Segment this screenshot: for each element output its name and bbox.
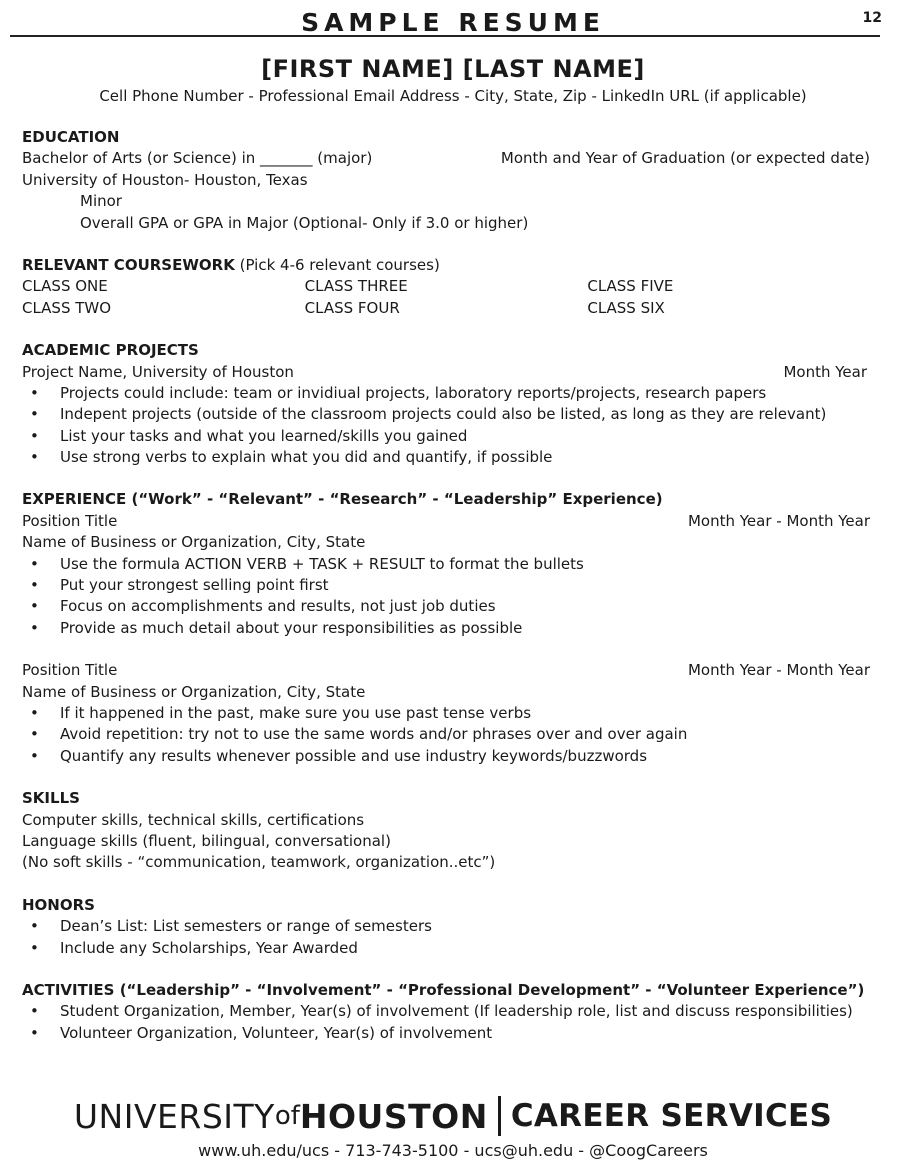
bullet-text: Student Organization, Member, Year(s) of involvement (If leadership role, list and discuss responsibilities) <box>60 1002 853 1021</box>
bullet-icon: • <box>30 448 39 467</box>
course: CLASS FOUR <box>304 298 400 317</box>
document-banner: SAMPLE RESUME <box>301 8 605 37</box>
bullet-text: Projects could include: team or invidiual projects, laboratory reports/projects, research papers <box>60 383 767 402</box>
logo-university: UNIVERSITY <box>73 1096 275 1136</box>
bullet-icon: • <box>30 383 39 402</box>
bullet-icon: • <box>30 725 39 744</box>
bullet-icon: • <box>30 554 39 573</box>
skills-heading: SKILLS <box>22 789 80 808</box>
skills-line: Language skills (fluent, bilingual, conversational) <box>22 831 391 850</box>
skills-line: Computer skills, technical skills, certifications <box>22 810 365 829</box>
graduation-date: Month and Year of Graduation (or expected date) <box>500 149 870 168</box>
coursework-heading-row <box>22 255 870 276</box>
coursework-note: (Pick 4-6 relevant courses) <box>234 255 440 274</box>
course: CLASS FIVE <box>587 277 674 296</box>
degree: Bachelor of Arts (or Science) in _______ (major) <box>22 149 373 168</box>
bullet-icon: • <box>30 576 39 595</box>
bullet-item <box>22 618 870 639</box>
bullet-icon: • <box>30 405 39 424</box>
bullet-item <box>22 447 870 468</box>
header-rule <box>10 35 880 37</box>
bullet-text: Include any Scholarships, Year Awarded <box>60 938 358 957</box>
logo-houston: HOUSTON <box>299 1096 488 1136</box>
activities-heading: ACTIVITIES (“Leadership” - “Involvement” - “Professional Development” - “Volunteer Experience”) <box>22 980 865 999</box>
course: CLASS THREE <box>304 277 408 296</box>
bullet-text: Put your strongest selling point first <box>60 576 329 595</box>
job-org: Name of Business or Organization, City, State <box>22 533 366 552</box>
bullet-item <box>22 938 870 959</box>
logo-of: of <box>274 1101 300 1131</box>
university: University of Houston- Houston, Texas <box>22 170 308 189</box>
bullet-text: Volunteer Organization, Volunteer, Year(s) of involvement <box>60 1023 493 1042</box>
projects-heading: ACADEMIC PROJECTS <box>22 341 199 360</box>
bullet-text: If it happened in the past, make sure you use past tense verbs <box>60 703 532 722</box>
bullet-text: Dean’s List: List semesters or range of semesters <box>60 917 432 936</box>
course: CLASS ONE <box>22 277 108 296</box>
uh-career-services-logo <box>0 1094 906 1138</box>
coursework-row <box>22 276 870 297</box>
bullet-item <box>22 1001 870 1022</box>
bullet-icon: • <box>30 597 39 616</box>
bullet-item <box>22 404 870 425</box>
job-org: Name of Business or Organization, City, State <box>22 682 366 701</box>
bullet-icon: • <box>30 1023 39 1042</box>
bullet-text: Avoid repetition: try not to use the same words and/or phrases over and over again <box>60 725 688 744</box>
honors-heading: HONORS <box>22 895 95 914</box>
education-degree-row <box>22 148 870 169</box>
resume-body <box>22 127 870 1044</box>
bullet-text: Focus on accomplishments and results, not just job duties <box>60 597 496 616</box>
bullet-icon: • <box>30 618 39 637</box>
bullet-icon: • <box>30 1002 39 1021</box>
bullet-item <box>22 383 870 404</box>
job-dates: Month Year - Month Year <box>687 511 870 530</box>
project-row <box>22 362 870 383</box>
minor: Minor <box>80 192 122 211</box>
bullet-item <box>22 554 870 575</box>
skills-line: (No soft skills - “communication, teamwork, organization..etc”) <box>22 853 496 872</box>
logo-career-services: CAREER SERVICES <box>510 1098 833 1134</box>
bullet-item <box>22 703 870 724</box>
contact-line: Cell Phone Number - Professional Email Address - City, State, Zip - LinkedIn URL (if applicable) <box>99 87 807 105</box>
bullet-item <box>22 426 870 447</box>
resume-name: [FIRST NAME] [LAST NAME] <box>261 55 645 83</box>
coursework-heading: RELEVANT COURSEWORK <box>22 255 235 274</box>
bullet-text: Provide as much detail about your responsibilities as possible <box>60 618 523 637</box>
footer-contact: www.uh.edu/ucs - 713-743-5100 - ucs@uh.edu - @CoogCareers <box>198 1141 708 1160</box>
job-title-row <box>22 660 870 681</box>
bullet-text: Use strong verbs to explain what you did and quantify, if possible <box>60 448 553 467</box>
project-date: Month Year <box>783 362 867 381</box>
job-title: Position Title <box>22 661 118 680</box>
bullet-item <box>22 1023 870 1044</box>
bullet-text: Quantify any results whenever possible and use industry keywords/buzzwords <box>60 746 648 765</box>
project-name: Project Name, University of Houston <box>22 362 294 381</box>
course: CLASS TWO <box>22 298 112 317</box>
job-title-row <box>22 511 870 532</box>
job-title: Position Title <box>22 511 118 530</box>
page-number: 12 <box>862 10 882 26</box>
coursework-row <box>22 298 870 319</box>
bullet-text: List your tasks and what you learned/skills you gained <box>60 426 468 445</box>
bullet-text: Indepent projects (outside of the classroom projects could also be listed, as long as they are relevant) <box>60 405 827 424</box>
job-dates: Month Year - Month Year <box>687 661 870 680</box>
bullet-icon: • <box>30 917 39 936</box>
bullet-icon: • <box>30 703 39 722</box>
bullet-icon: • <box>30 746 39 765</box>
education-heading: EDUCATION <box>22 128 120 146</box>
bullet-icon: • <box>30 426 39 445</box>
bullet-item <box>22 575 870 596</box>
bullet-item <box>22 916 870 937</box>
logo-divider <box>498 1096 501 1136</box>
bullet-icon: • <box>30 938 39 957</box>
course: CLASS SIX <box>587 298 665 317</box>
bullet-item <box>22 746 870 767</box>
bullet-item <box>22 724 870 745</box>
gpa: Overall GPA or GPA in Major (Optional- Only if 3.0 or higher) <box>80 213 529 232</box>
experience-heading: EXPERIENCE (“Work” - “Relevant” - “Research” - “Leadership” Experience) <box>22 490 663 509</box>
bullet-text: Use the formula ACTION VERB + TASK + RESULT to format the bullets <box>60 554 584 573</box>
bullet-item <box>22 596 870 617</box>
